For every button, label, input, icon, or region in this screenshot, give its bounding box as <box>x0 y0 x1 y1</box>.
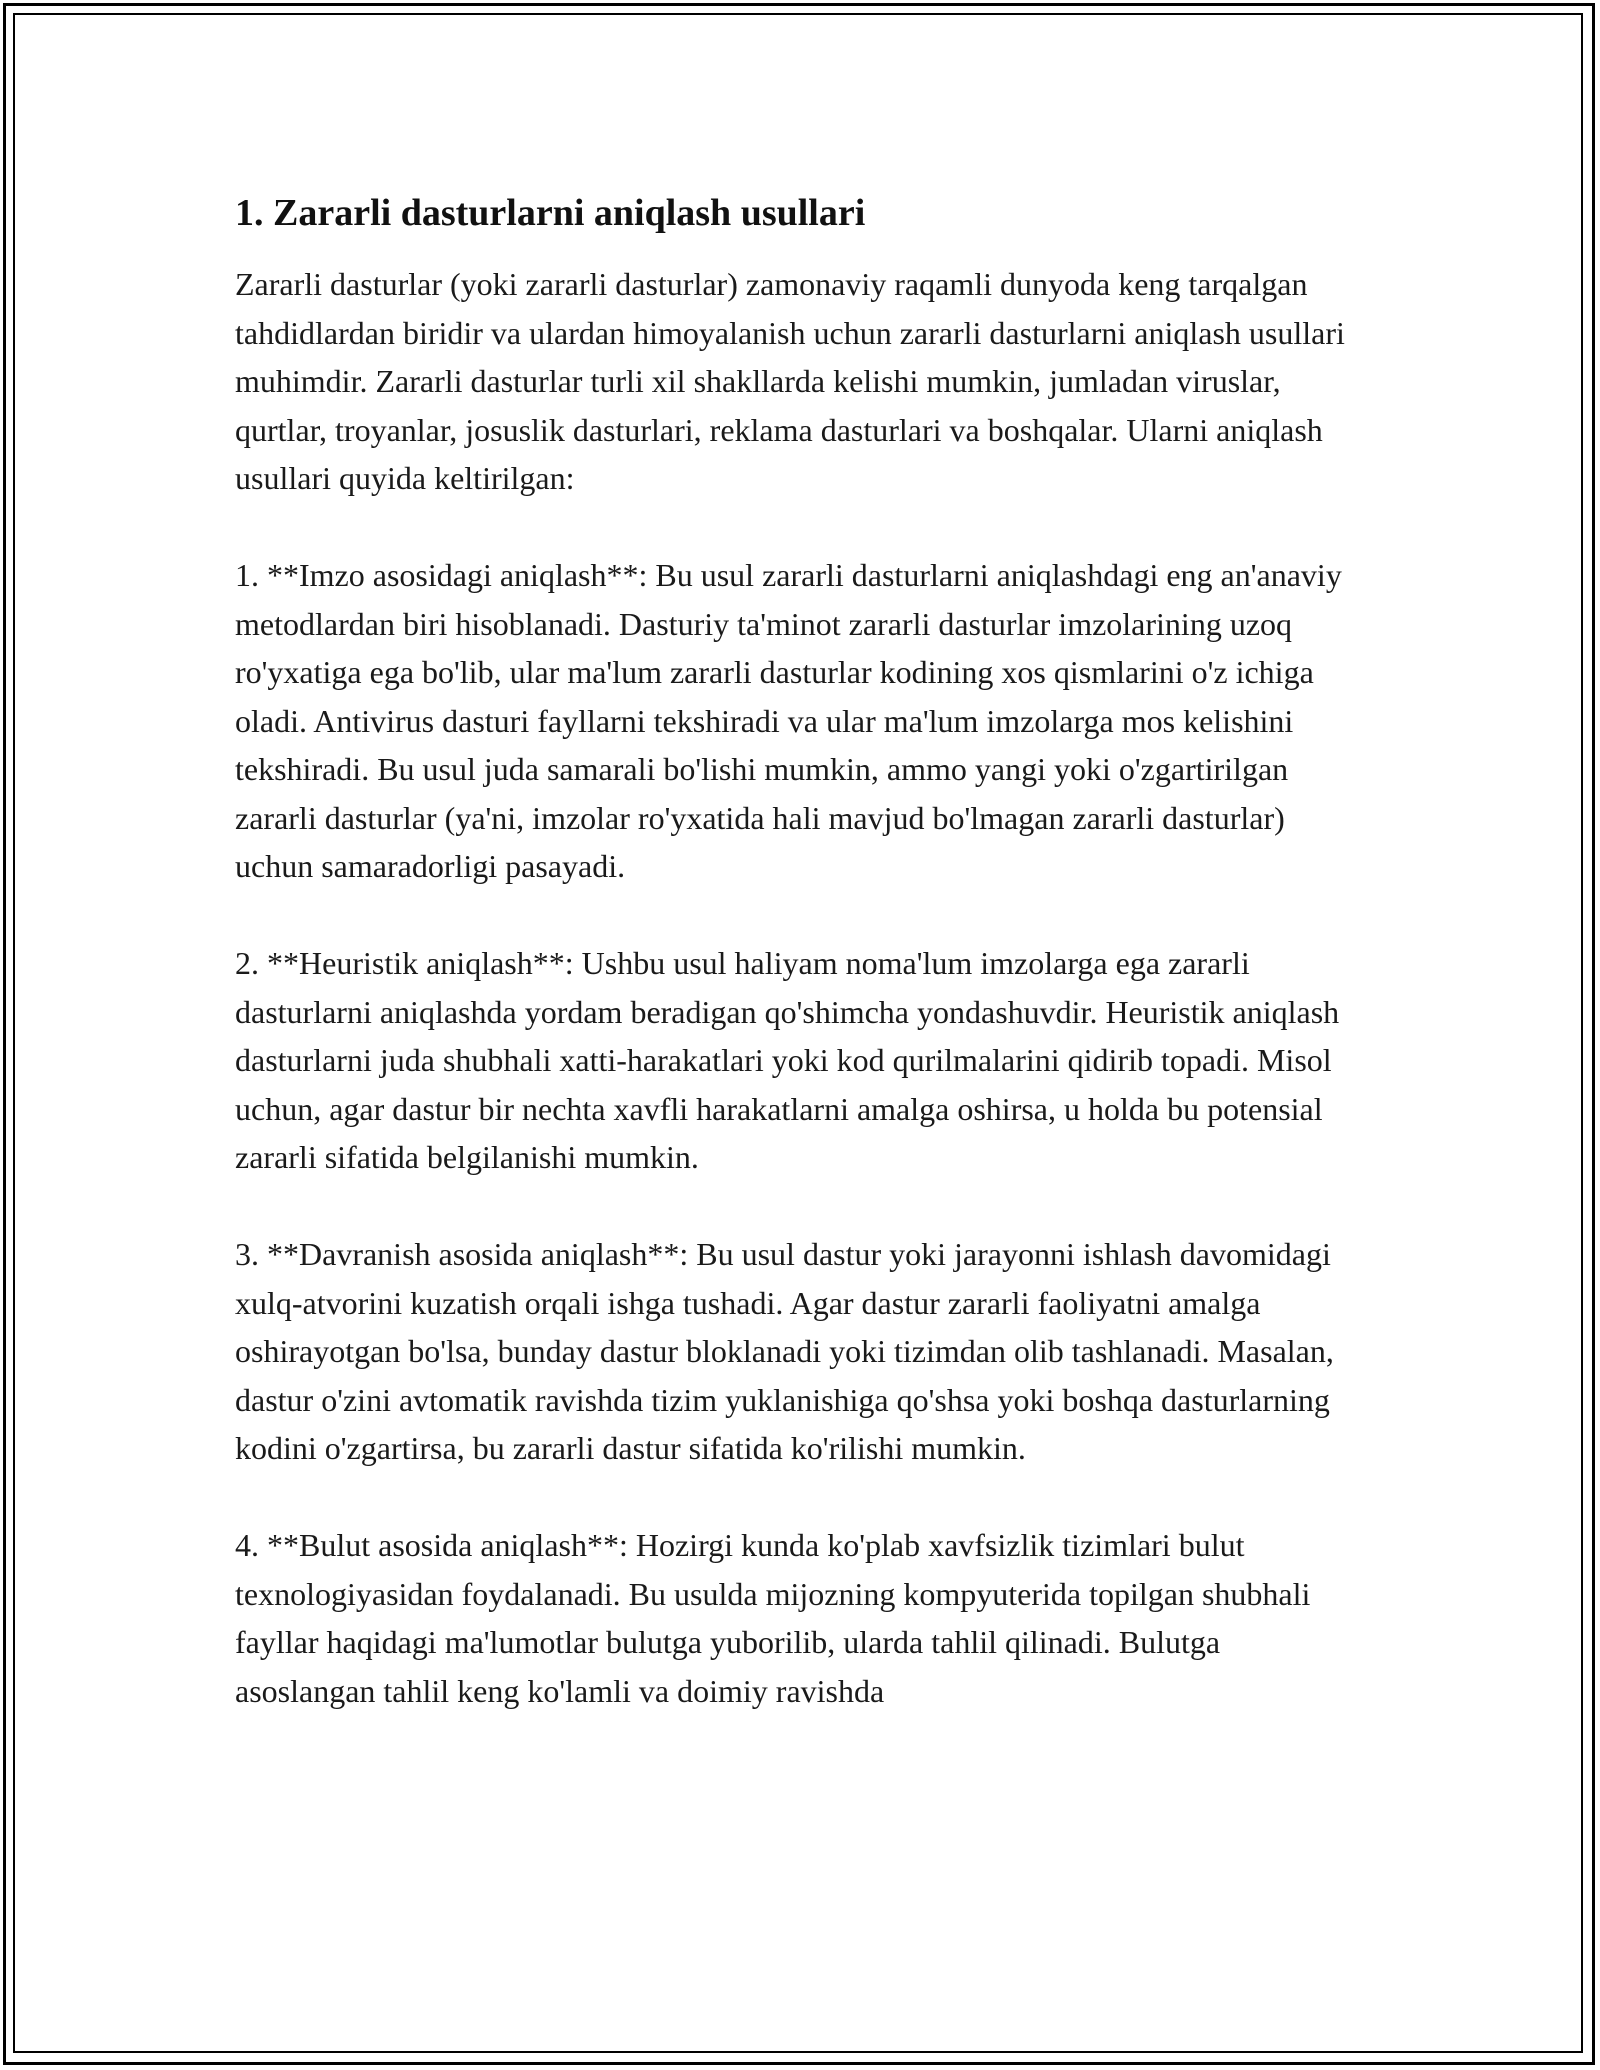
intro-paragraph: Zararli dasturlar (yoki zararli dasturlar) zamonaviy raqamli dunyoda keng tarqalgan tahdidlardan biridir va ulardan himoyalanish uchun zararli dasturlarni aniqlash usullari muhimdir. Zararli dasturlar turli xil shakllarda kelishi mumkin, jumladan viruslar, qurtlar, troyanlar, josuslik dasturlari, reklama dasturlari va boshqalar. Ularni aniqlash usullari quyida keltirilgan: <box>235 266 1345 496</box>
document-body <box>235 190 1365 1764</box>
cloud-detection-paragraph: 4. **Bulut asosida aniqlash**: Hozirgi kunda ko'plab xavfsizlik tizimlari bulut texnologiyasidan foydalanadi. Bu usulda mijozning kompyuterida topilgan shubhali fayllar haqidagi ma'lumotlar bulutga yuborilib, ularda tahlil qilinadi. Bulutga asoslangan tahlil keng ko'lamli va doimiy ravishda <box>235 1527 1311 1709</box>
signature-detection-paragraph: 1. **Imzo asosidagi aniqlash**: Bu usul zararli dasturlarni aniqlashdagi eng an'anaviy metodlardan biri hisoblanadi. Dasturiy ta'minot zararli dasturlar imzolarining uzoq ro'yxatiga ega bo'lib, ular ma'lum zararli dasturlar kodining xos qismlarini o'z ichiga oladi. Antivirus dasturi fayllarni tekshiradi va ular ma'lum imzolarga mos kelishini tekshiradi. Bu usul juda samarali bo'lishi mumkin, ammo yangi yoki o'zgartirilgan zararli dasturlar (ya'ni, imzolar ro'yxatida hali mavjud bo'lmagan zararli dasturlar) uchun samaradorligi pasayadi. <box>235 557 1342 884</box>
behavior-detection-paragraph: 3. **Davranish asosida aniqlash**: Bu usul dastur yoki jarayonni ishlash davomidagi xulq-atvorini kuzatish orqali ishga tushadi. Agar dastur zararli faoliyatni amalga oshirayotgan bo'lsa, bunday dastur bloklanadi yoki tizimdan olib tashlanadi. Masalan, dastur o'zini avtomatik ravishda tizim yuklanishiga qo'shsa yoki boshqa dasturlarning kodini o'zgartirsa, bu zararli dastur sifatida ko'rilishi mumkin. <box>235 1236 1334 1466</box>
section-heading: 1. Zararli dasturlarni aniqlash usullari <box>235 192 866 234</box>
heuristic-detection-paragraph: 2. **Heuristik aniqlash**: Ushbu usul haliyam noma'lum imzolarga ega zararli dasturlarni aniqlashda yordam beradigan qo'shimcha yondashuvdir. Heuristik aniqlash dasturlarni juda shubhali xatti-harakatlari yoki kod qurilmalarini qidirib topadi. Misol uchun, agar dastur bir nechta xavfli harakatlarni amalga oshirsa, u holda bu potensial zararli sifatida belgilanishi mumkin. <box>235 945 1340 1175</box>
